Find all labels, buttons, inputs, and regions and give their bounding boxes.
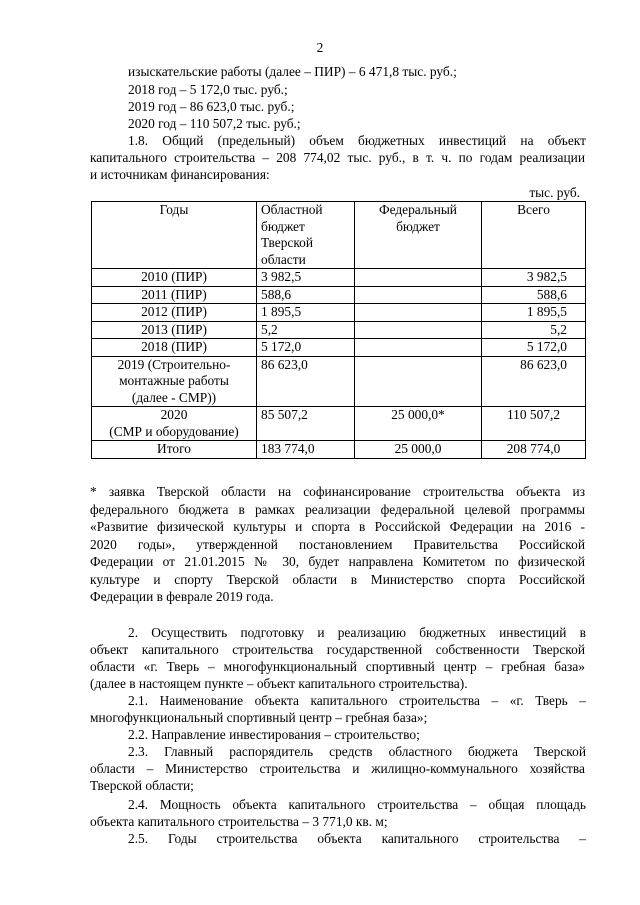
header-years: Годы <box>92 202 257 269</box>
paragraph-1-8-line: капитального строительства – 208 774,02 тыс. руб., в т. ч. по годам реализации <box>90 150 585 165</box>
table-row: 2018 (ПИР) 5 172,0 5 172,0 <box>92 339 586 357</box>
intro-line: изыскательские работы (далее – ПИР) – 6 471,8 тыс. руб.; <box>128 64 457 79</box>
intro-line: 2018 год – 5 172,0 тыс. руб.; <box>128 82 288 97</box>
table-header-row <box>92 202 586 269</box>
row-year: 2019 (Строительно- монтажные работы (далее - СМР)) <box>92 356 257 407</box>
table-row: 2013 (ПИР) 5,2 5,2 <box>92 321 586 339</box>
row-year: 2020 (СМР и оборудование) <box>92 407 257 441</box>
page-number: 2 <box>316 40 324 55</box>
table-unit: тыс. руб. <box>529 185 580 200</box>
table-row: 2010 (ПИР) 3 982,5 3 982,5 <box>92 269 586 287</box>
table-row: 2011 (ПИР) 588,6 588,6 <box>92 286 586 304</box>
table-total-row: Итого 183 774,0 25 000,0 208 774,0 <box>92 441 586 459</box>
table-row: 2012 (ПИР) 1 895,5 1 895,5 <box>92 304 586 322</box>
header-regional: Областной бюджет Тверской области <box>257 202 355 269</box>
table-row: 2020 (СМР и оборудование) 85 507,2 25 000,0* 110 507,2 <box>92 407 586 441</box>
table-row: 2019 (Строительно- монтажные работы (далее - СМР)) 86 623,0 86 623,0 <box>92 356 586 407</box>
paragraph-1-8-line: и источникам финансирования: <box>90 167 270 182</box>
header-federal: Федеральный бюджет <box>355 202 482 269</box>
paragraph-1-8-line: 1.8. Общий (предельный) объем бюджетных инвестиций на объект <box>128 133 586 148</box>
intro-line: 2020 год – 110 507,2 тыс. руб.; <box>128 116 301 131</box>
intro-line: 2019 год – 86 623,0 тыс. руб.; <box>128 99 295 114</box>
header-total: Всего <box>482 202 586 269</box>
budget-table <box>91 201 586 459</box>
